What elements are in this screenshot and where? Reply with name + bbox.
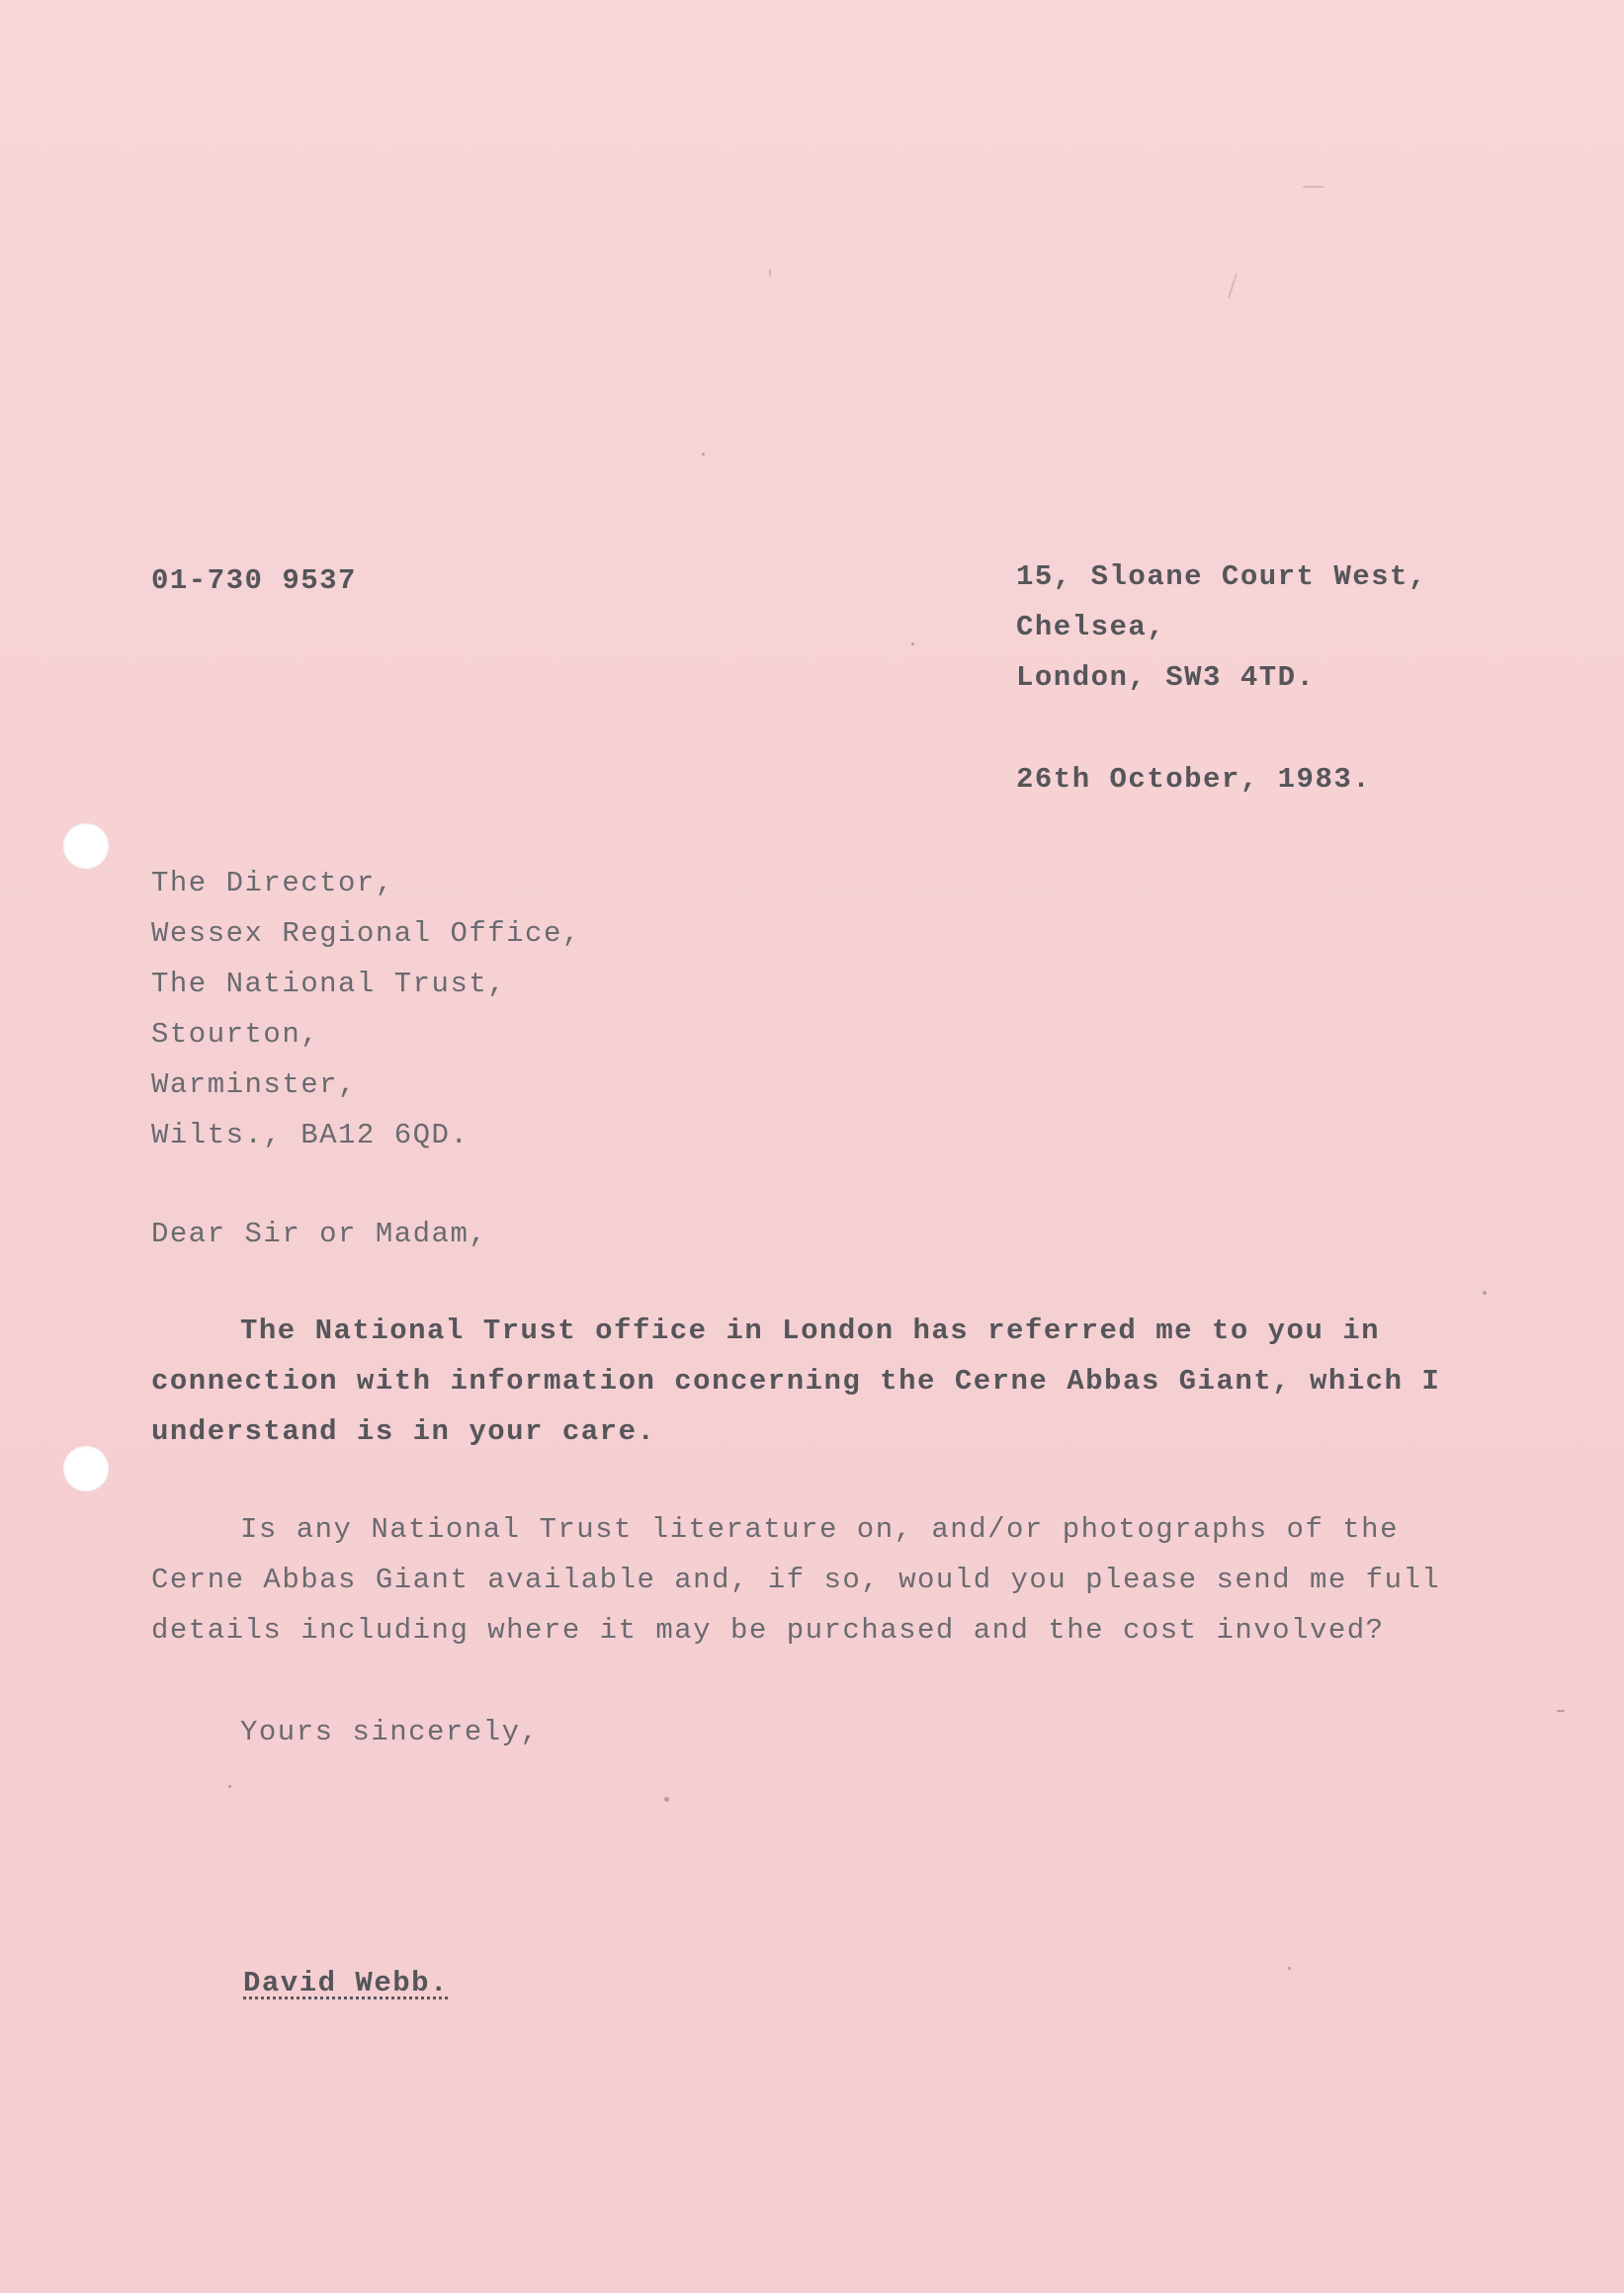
- punch-hole-top: [63, 823, 109, 869]
- paper-speck: [1483, 1291, 1487, 1295]
- paper-speck: [911, 642, 914, 645]
- paragraph-1-line: The National Trust office in London has referred me to you in: [240, 1315, 1381, 1347]
- salutation: Dear Sir or Madam,: [151, 1218, 488, 1250]
- sender-address-line: Chelsea,: [1016, 611, 1166, 643]
- signature: David Webb.: [243, 1967, 449, 1999]
- letter-date: 26th October, 1983.: [1016, 763, 1372, 796]
- recipient-address-line: Stourton,: [151, 1018, 320, 1051]
- paragraph-2-line: details including where it may be purchased and the cost involved?: [151, 1614, 1385, 1647]
- paper-speck: [664, 1797, 669, 1802]
- sender-address-line: 15, Sloane Court West,: [1016, 560, 1427, 593]
- recipient-address-line: The National Trust,: [151, 968, 507, 1000]
- paper-speck: [769, 269, 771, 277]
- paper-speck: [1303, 186, 1325, 188]
- paragraph-2-line: Is any National Trust literature on, and/or photographs of the: [240, 1513, 1399, 1546]
- recipient-address-line: The Director,: [151, 867, 394, 899]
- closing: Yours sincerely,: [240, 1716, 540, 1748]
- paper-speck: [1288, 1967, 1291, 1970]
- sender-address-line: London, SW3 4TD.: [1016, 661, 1316, 694]
- recipient-address-line: Wessex Regional Office,: [151, 917, 581, 950]
- paper-speck: [702, 453, 705, 456]
- punch-hole-bottom: [63, 1446, 109, 1491]
- recipient-address-line: Warminster,: [151, 1068, 357, 1101]
- paragraph-1-line: connection with information concerning the Cerne Abbas Giant, which I: [151, 1365, 1441, 1398]
- recipient-address-line: Wilts., BA12 6QD.: [151, 1119, 470, 1151]
- paragraph-2-line: Cerne Abbas Giant available and, if so, would you please send me full: [151, 1564, 1441, 1596]
- paper-speck: [1228, 273, 1238, 297]
- paragraph-1-line: understand is in your care.: [151, 1415, 656, 1448]
- paper-speck: [228, 1785, 231, 1788]
- paper-speck: [1557, 1710, 1565, 1712]
- phone-number: 01-730 9537: [151, 564, 357, 597]
